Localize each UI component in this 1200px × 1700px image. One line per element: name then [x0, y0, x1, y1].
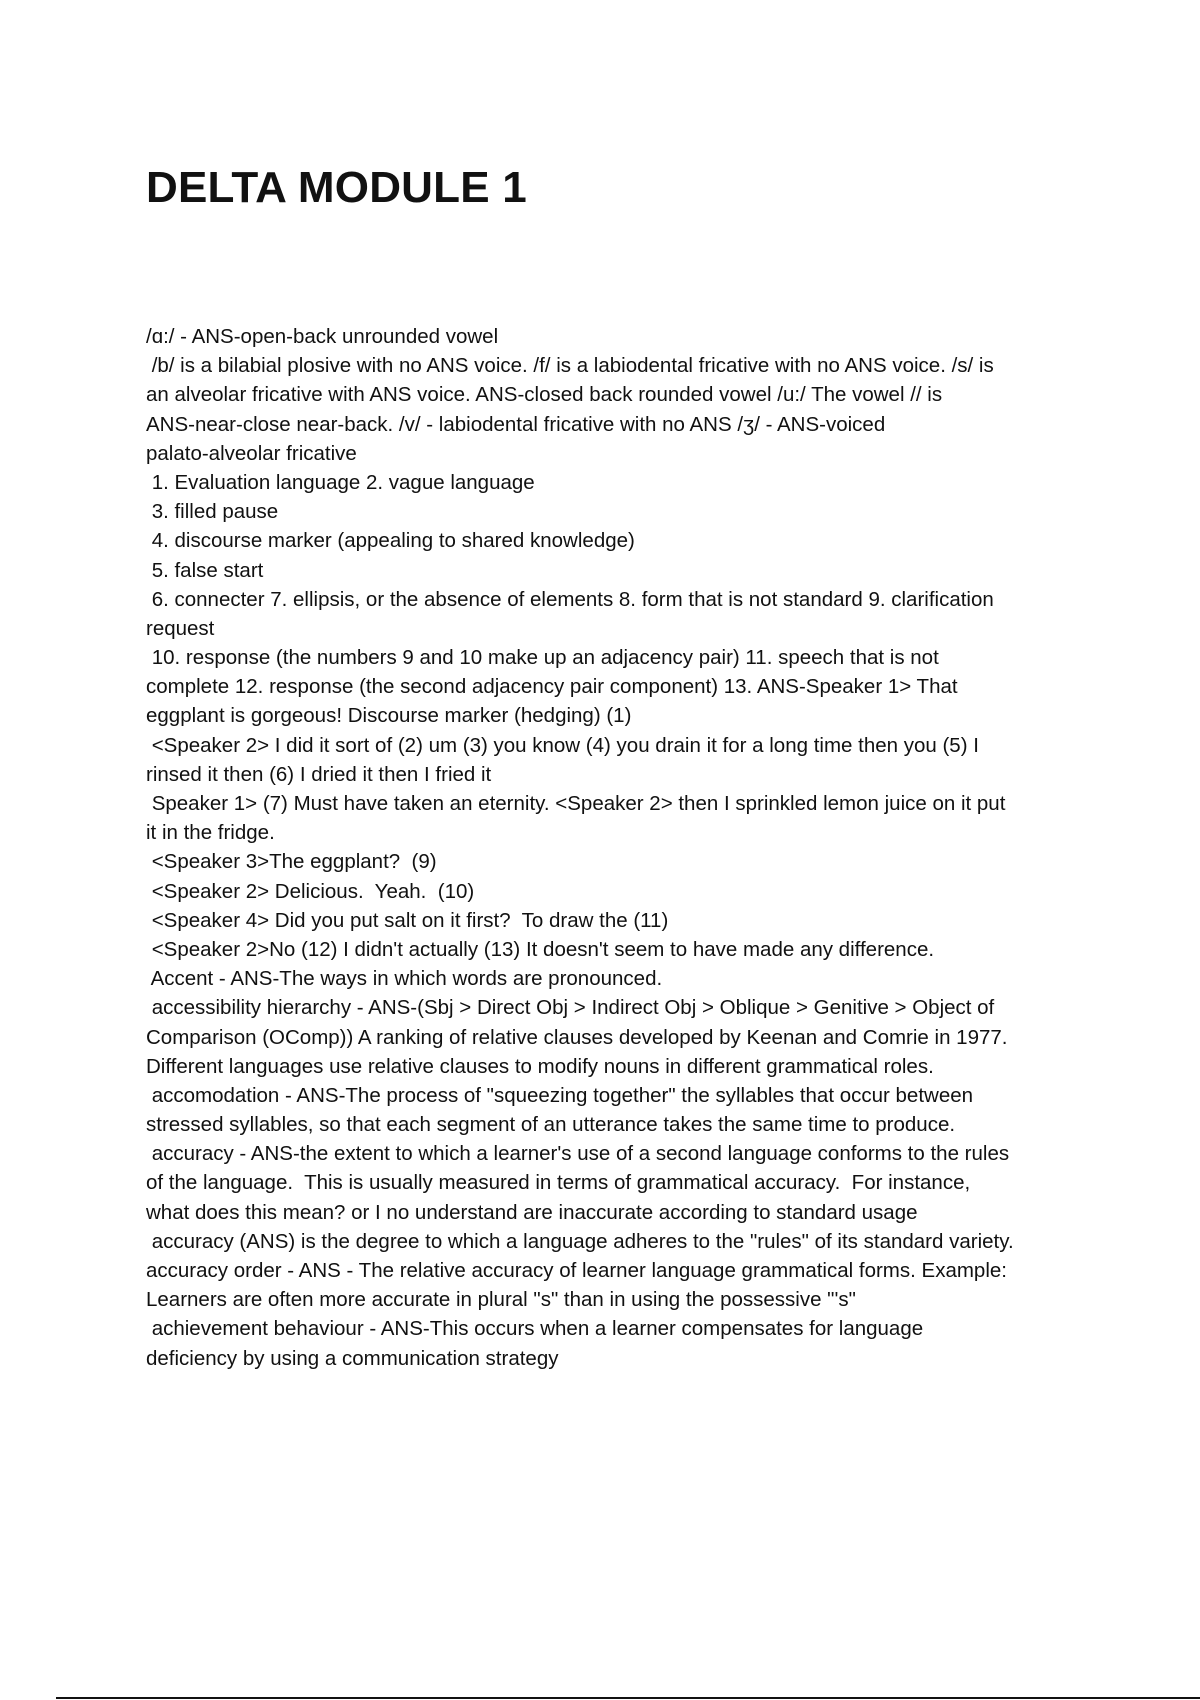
text-line: stressed syllables, so that each segment of an utterance takes the same time to produce. — [146, 1113, 956, 1137]
text-line: /b/ is a bilabial plosive with no ANS voice. /f/ is a labiodental fricative with no ANS voice. /s/ is — [146, 354, 994, 378]
text-line: <Speaker 2> Delicious. Yeah. (10) — [146, 879, 475, 903]
text-line: 5. false start — [146, 558, 264, 582]
text-line: what does this mean? or I no understand are inaccurate according to standard usage — [146, 1200, 918, 1224]
text-line: eggplant is gorgeous! Discourse marker (hedging) (1) — [146, 704, 632, 728]
text-line: <Speaker 3>The eggplant? (9) — [146, 850, 437, 874]
text-line: accuracy (ANS) is the degree to which a language adheres to the "rules" of its standard variety. — [146, 1229, 1014, 1253]
text-line: achievement behaviour - ANS-This occurs when a learner compensates for language — [146, 1317, 924, 1341]
text-line: 3. filled pause — [146, 500, 279, 524]
text-line: <Speaker 4> Did you put salt on it first? To draw the (11) — [146, 908, 669, 932]
text-line: 6. connecter 7. ellipsis, or the absence of elements 8. form that is not standard 9. clarification — [146, 587, 994, 611]
text-line: accuracy order - ANS - The relative accuracy of learner language grammatical forms. Example: — [146, 1259, 1007, 1282]
text-line: accuracy - ANS-the extent to which a learner's use of a second language conforms to the rules — [146, 1142, 1010, 1166]
text-line: accomodation - ANS-The process of "squeezing together" the syllables that occur between — [146, 1083, 974, 1107]
footer-divider — [56, 1697, 1200, 1699]
text-line: request — [146, 616, 215, 640]
text-line: it in the fridge. — [146, 821, 275, 845]
text-line: rinsed it then (6) I dried it then I fried it — [146, 762, 492, 786]
page-title: DELTA MODULE 1 — [146, 163, 527, 212]
text-line: palato-alveolar fricative — [146, 441, 357, 465]
text-line: Speaker 1> (7) Must have taken an eternity. <Speaker 2> then I sprinkled lemon juice on it put — [146, 792, 1006, 815]
document-body — [146, 322, 1086, 1373]
text-line: ANS-near-close near-back. /v/ - labiodental fricative with no ANS /ʒ/ - ANS-voiced — [146, 412, 886, 436]
text-line: /ɑ:/ - ANS-open-back unrounded vowel — [146, 325, 499, 348]
text-line: of the language. This is usually measured in terms of grammatical accuracy. For instance, — [146, 1171, 971, 1195]
text-line: 4. discourse marker (appealing to shared knowledge) — [146, 529, 635, 553]
text-line: an alveolar fricative with ANS voice. ANS-closed back rounded vowel /u:/ The vowel // is — [146, 383, 943, 407]
text-line: 1. Evaluation language 2. vague language — [146, 470, 535, 494]
text-line: <Speaker 2> I did it sort of (2) um (3) you know (4) you drain it for a long time then you (5) I — [146, 733, 979, 757]
text-line: accessibility hierarchy - ANS-(Sbj > Direct Obj > Indirect Obj > Oblique > Genitive > Object of — [146, 996, 995, 1020]
text-line: Comparison (OComp)) A ranking of relative clauses developed by Keenan and Comrie in 1977. — [146, 1025, 1008, 1049]
text-line: <Speaker 2>No (12) I didn't actually (13) It doesn't seem to have made any difference. — [146, 937, 935, 961]
text-line: deficiency by using a communication strategy — [146, 1346, 559, 1370]
text-line: Different languages use relative clauses to modify nouns in different grammatical roles. — [146, 1054, 934, 1078]
text-line: Accent - ANS-The ways in which words are pronounced. — [146, 967, 663, 991]
text-line: complete 12. response (the second adjacency pair component) 13. ANS-Speaker 1> That — [146, 675, 958, 699]
text-line: Learners are often more accurate in plural "s" than in using the possessive "'s" — [146, 1288, 856, 1312]
text-line: 10. response (the numbers 9 and 10 make up an adjacency pair) 11. speech that is not — [146, 646, 939, 670]
